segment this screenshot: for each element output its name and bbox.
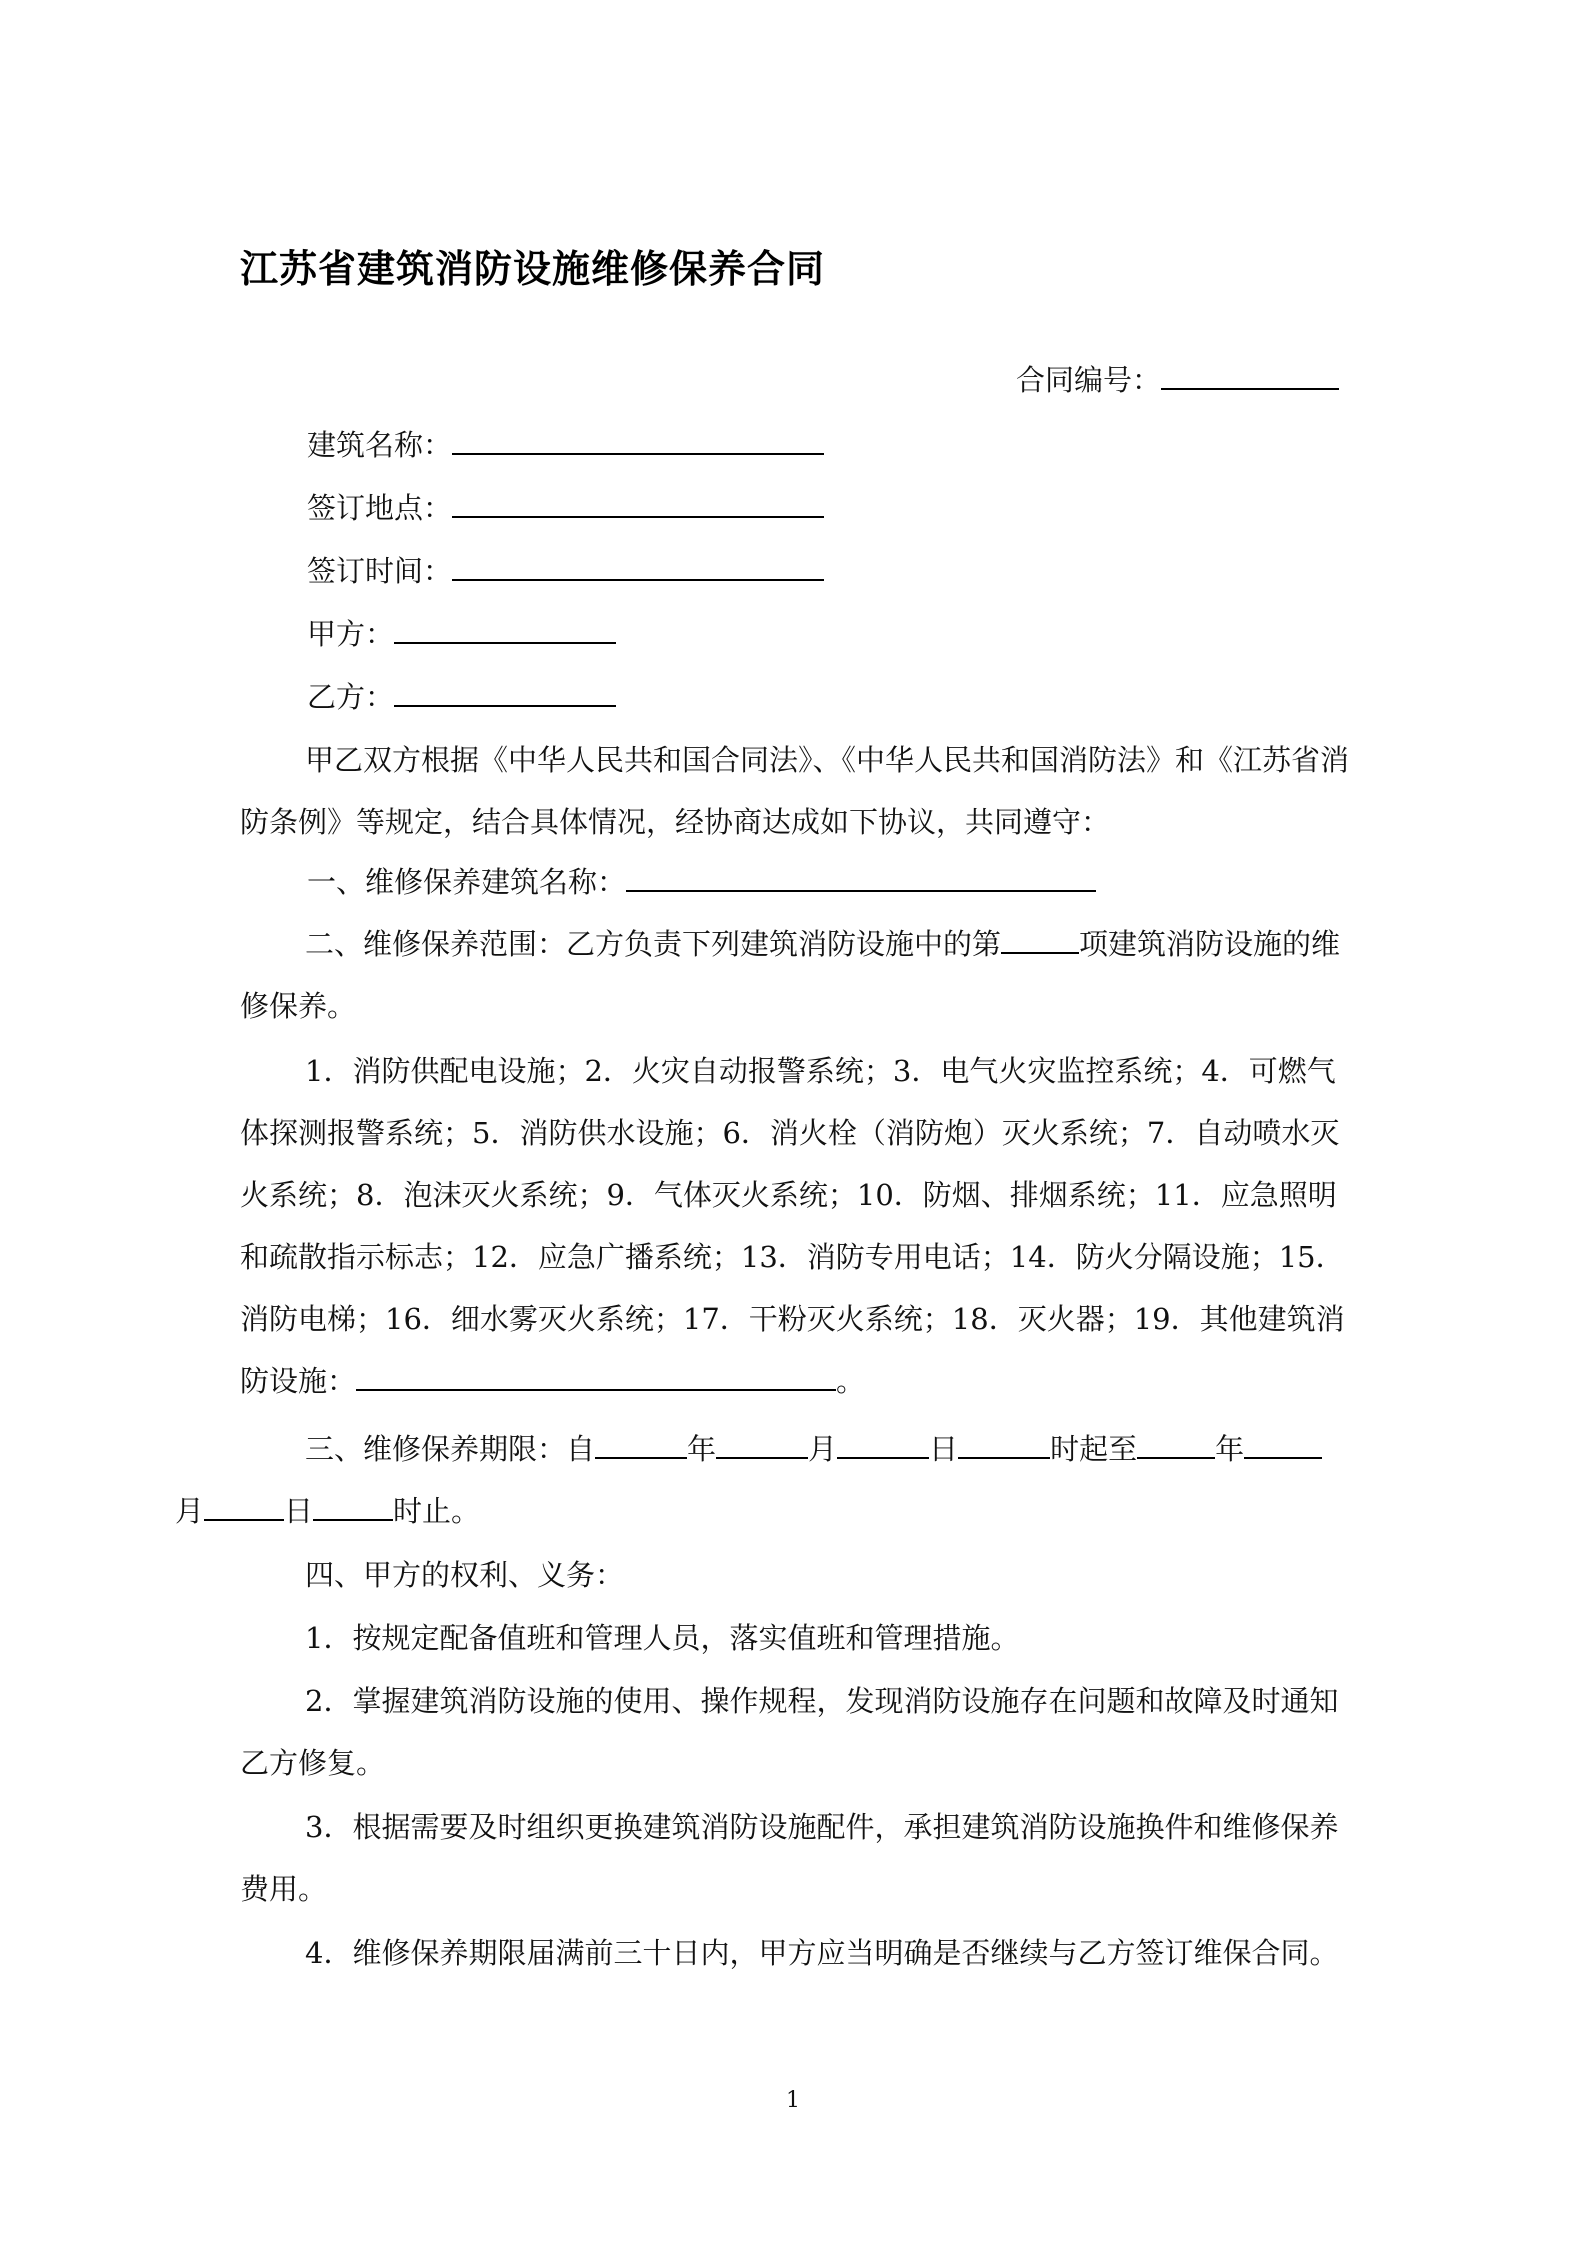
contract-number-label: 合同编号： (1016, 363, 1162, 397)
section-4-heading: 四、甲方的权利、义务： (305, 1558, 625, 1592)
contract-number-blank[interactable] (1161, 358, 1339, 390)
section-4-item-2: 2．掌握建筑消防设施的使用、操作规程，发现消防设施存在问题和故障及时通知乙方修复。 (240, 1684, 1339, 1780)
start-hour-blank[interactable] (958, 1427, 1050, 1459)
section-2-paragraph (240, 913, 1350, 1037)
end-hour-blank[interactable] (313, 1489, 393, 1521)
end-year-blank[interactable] (1137, 1427, 1215, 1459)
sign-time-row (307, 549, 824, 591)
year-label: 年 (687, 1432, 717, 1466)
building-name-label: 建筑名称： (307, 428, 453, 462)
party-a-label: 甲方： (307, 617, 395, 651)
contract-number-row (1016, 358, 1339, 400)
end-month-label: 月 (175, 1494, 205, 1528)
hour-to-label: 时止。 (393, 1494, 481, 1528)
building-name-blank[interactable] (452, 423, 824, 455)
section-2-part2: 项建筑消防设施的维修保养。 (240, 927, 1341, 1023)
hour-from-label: 时起至 (1050, 1432, 1138, 1466)
preamble-paragraph: 甲乙双方根据《中华人民共和国合同法》、《中华人民共和国消防法》和《江苏省消防条例》等规定，结合具体情况，经协商达成如下协议，共同遵守： (240, 743, 1350, 839)
start-day-blank[interactable] (837, 1427, 929, 1459)
section-2-item-blank[interactable] (1001, 922, 1079, 954)
section-1-label: 一、维修保养建筑名称： (307, 865, 627, 899)
section-1-row (307, 860, 1096, 902)
sign-place-label: 签订地点： (307, 491, 453, 525)
term-prefix: 三、维修保养期限：自 (305, 1432, 596, 1466)
other-facilities-blank[interactable] (356, 1359, 836, 1391)
facilities-list-text: 1．消防供配电设施；2．火灾自动报警系统；3．电气火灾监控系统；4．可燃气体探测报警系统；5．消防供水设施；6．消火栓（消防炮）灭火系统；7．自动喷水灭火系统；8．泡沫灭火系统；9．气体灭火系统；10．防烟、排烟系统；11．应急照明和疏散指示标志；12．应急广播系统；13．消防专用电话；14．防火分隔设施；15．消防电梯；16．细水雾灭火系统；17．干粉灭火系统；18．灭火器；19．其他建筑消防设施： (240, 1054, 1345, 1398)
sign-place-row (307, 486, 824, 528)
party-a-row (307, 612, 616, 654)
section-1-blank[interactable] (626, 860, 1096, 892)
document-title: 江苏省建筑消防设施维修保养合同 (240, 247, 826, 291)
section-4-item-4: 4．维修保养期限届满前三十日内，甲方应当明确是否继续与乙方签订维保合同。 (305, 1936, 1339, 1970)
building-name-row (307, 423, 824, 465)
facilities-list-end: 。 (836, 1364, 866, 1398)
end-day-blank[interactable] (204, 1489, 284, 1521)
page-number: 1 (786, 2088, 800, 2113)
party-b-label: 乙方： (307, 680, 395, 714)
day-label: 日 (929, 1432, 959, 1466)
start-month-blank[interactable] (716, 1427, 808, 1459)
facilities-list-paragraph (240, 1040, 1350, 1412)
section-4-item-1: 1．按规定配备值班和管理人员，落实值班和管理措施。 (305, 1621, 1020, 1655)
section-4-item-3: 3．根据需要及时组织更换建筑消防设施配件，承担建筑消防设施换件和维修保养费用。 (240, 1810, 1339, 1906)
sign-place-blank[interactable] (452, 486, 824, 518)
section-2-part1: 二、维修保养范围：乙方负责下列建筑消防设施中的第 (305, 927, 1002, 961)
end-day-label: 日 (284, 1494, 314, 1528)
end-year-label: 年 (1215, 1432, 1245, 1466)
party-b-row (307, 675, 616, 717)
party-a-blank[interactable] (394, 612, 616, 644)
sign-time-label: 签订时间： (307, 554, 453, 588)
month-label: 月 (808, 1432, 838, 1466)
party-b-blank[interactable] (394, 675, 616, 707)
end-month-blank[interactable] (1244, 1427, 1322, 1459)
sign-time-blank[interactable] (452, 549, 824, 581)
start-year-blank[interactable] (595, 1427, 687, 1459)
section-3-paragraph (175, 1418, 1350, 1542)
